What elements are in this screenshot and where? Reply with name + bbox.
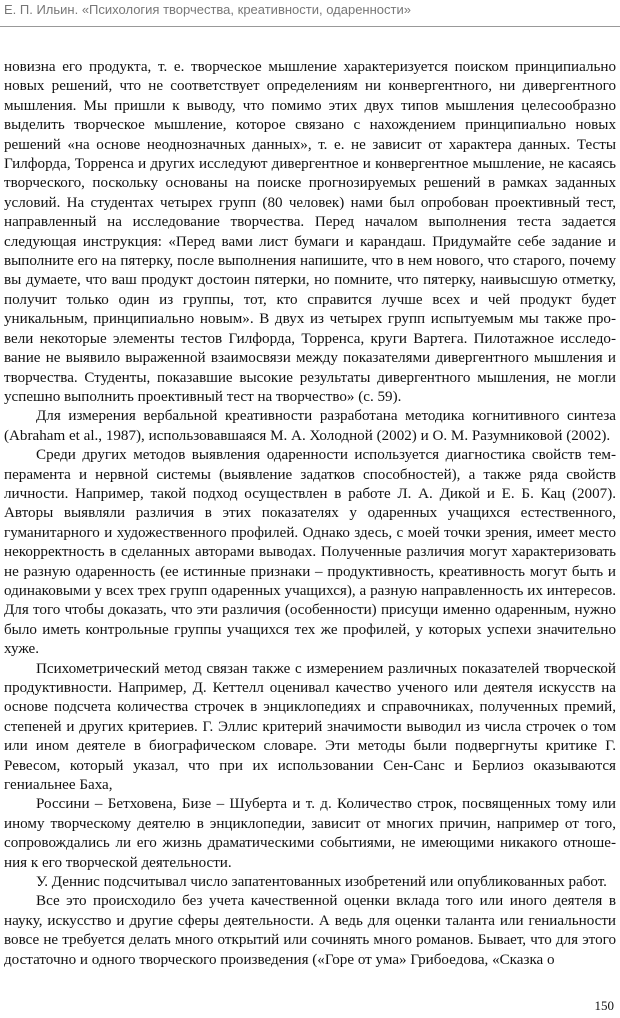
paragraph: Для измерения вербальной креативности разработана методика когнитивного синтеза (Abraham et al., 1987), использовавшаяся М. А. Холодной (2002) и О. М. Разумниковой (2002).: [4, 408, 616, 444]
paragraph: Все это происходило без учета качественной оценки вклада того или иного деятеля в науку, искусство и другие сферы деятельности. А ведь для оценки таланта или гениальности вовсе не требуется делать много открытий или сочинять много романов. Бывает, что для этого достаточно и одного творческого произведения («Горе от ума» Грибоедова, «Сказка о: [4, 893, 616, 968]
paragraph: У. Деннис подсчитывал число запатентованных изобретений или опубликованных работ.: [36, 874, 607, 891]
running-title: Е. П. Ильин. «Психология творчества, креативности, одаренности»: [4, 2, 411, 17]
paragraph: новизна его продукта, т. е. творческое мышление характеризуется поиском принципиально новых решений, что не соответствует определениям ни конвергентного, ни дивергентного мышления. Мы пришли к выводу, что помимо этих двух типов мышления целесообразно выделить творческое мышление, которое связано с нахождением принципиально новых решений «на основе неоднозначных данных», т. е. не зависит от характера данных. Тесты Гилфорда, Торренса и других исследуют дивергентное и конвергентное мышление, не касаясь творческого, поскольку основаны на поиске прогнозируемых решений в рамках заданных условий. На студентах четырех групп (80 человек) нами был опробован проективный тест, направленный на исследование творчества. Перед началом выполнения теста задается следующая инструкция: «Перед вами лист бумаги и карандаш. Придумайте себе задание и выполните его на пятерку, после выполнения напишите, что в нем нового, что старого, почему вы думаете, что ваш продукт достоин пятерки, но помните, что пятерку, наивысшую отметку, получит только один из группы, тот, кто справится лучше всех и чей продукт будет уникальным, принципиально новым». В двух из четырех групп испытуемым мы также провели некоторые элементы тестов Гилфорда, Торренса, круги Вартега. Пилотажное исследование не выявило выраженной взаимосвязи между показателями дивергентного мышления и творчества. Студенты, показавшие высокие результаты дивергентного мышления, не могли успешно выполнить проективный тест на творчество» (с. 59).: [4, 59, 616, 405]
page-number: 150: [594, 998, 614, 1013]
paragraph: Психометрический метод связан также с измерением различных показателей творческой продуктивности. Например, Д. Кеттелл оценивал качество ученого или деятеля искусств на основе подсчета количества строчек в энциклопедиях и справочниках, полученных премий, степеней и других критериев. Г. Эллис критерий значимости выводил из числа строчек о том или ином деятеле в биографическом словаре. Эти методы были подвергнуты критике Г. Ревесом, который указал, что при их использовании Сен-Санс и Берлиоз оказываются гениальнее Баха,: [4, 660, 616, 794]
page-body: [4, 58, 616, 970]
paragraph: Среди других методов выявления одаренности используется диагностика свойств темперамента и нервной системы (выявление задатков способностей), а также ряда свойств личности. Например, такой подход осуществлен в работе Л. А. Дикой и Е. Б. Кац (2007). Авторы выявляли различия в этих показателях у одаренных учащихся естественного, гуманитарного и художественного профилей. Однако здесь, с моей точки зрения, имеет место некорректность в сделанных авторами выводах. Полученные различия могут характеризовать не разную одаренность (ее истинные признаки – продуктивность, креативность могут быть и одинаковыми у всех трех групп одаренных учащихся), а разную направленность их интересов. Для того чтобы доказать, что эти различия (особенности) присущи именно одаренным, нужно было иметь контрольные группы учащихся тех же профилей, у которых успехи значительно хуже.: [4, 447, 616, 658]
paragraph: Россини – Бетховена, Бизе – Шуберта и т. д. Количество строк, посвященных тому или иному творческому деятелю в энциклопедии, зависит от многих причин, например от того, сопровождались ли его жизнь драматическими событиями, не имеющими никакого отношения к его творческой деятельности.: [4, 796, 616, 871]
running-header: [0, 0, 620, 27]
